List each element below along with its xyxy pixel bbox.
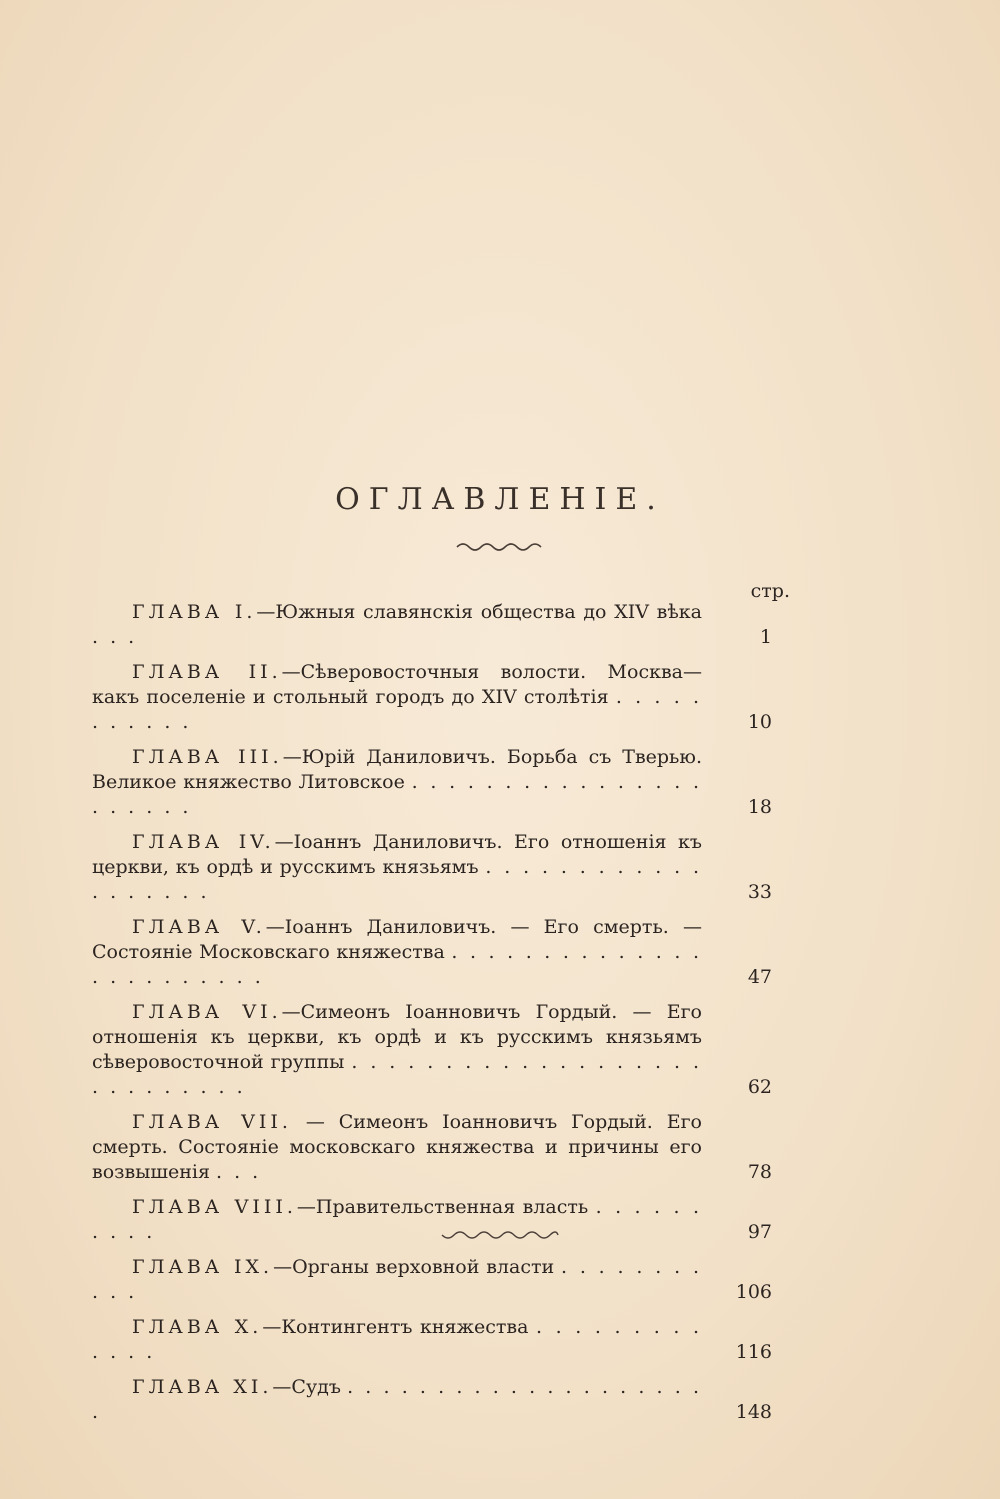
chapter-label: ГЛАВА V. [132,916,266,938]
leader-dots: . . . . . . . . . . . . . . . . . . . . . [92,1376,702,1423]
toc-entry-1 [92,600,772,650]
chapter-label: ГЛАВА VI. [132,1001,282,1023]
toc-entry-10 [92,1315,772,1365]
chapter-title: —Симеонъ Іоанновичъ Гордый. — Его отношенія къ церкви, къ ордѣ и къ русскимъ князьямъ сѣверовосточной группы [92,1001,702,1073]
page-number: 116 [735,1341,772,1363]
bottom-ornament [0,1226,1000,1245]
page-number: 47 [747,966,772,988]
chapter-label: ГЛАВА III. [132,746,283,768]
leader-dots: . . . . . . . . . . . . . . . . . . . . . . . . [92,941,702,988]
chapter-label: ГЛАВА I. [132,601,257,623]
chapter-label: ГЛАВА X. [132,1316,263,1338]
chapter-title: —Юрій Даниловичъ. Борьба съ Тверью. Великое княжество Литовское [92,746,702,793]
page-number: 18 [747,796,772,818]
page-number: 148 [735,1401,772,1423]
toc-entry-9 [92,1255,772,1305]
chapter-label: ГЛАВА VII. [132,1111,292,1133]
chapter-label: ГЛАВА XI. [132,1376,273,1398]
page-number: 78 [747,1161,772,1183]
leader-dots: . . . . . . . . . . . . . . . . . . . . . . . . . . . . [92,1051,703,1098]
toc-entry-3 [92,745,772,820]
page-number: 33 [747,881,772,903]
chapter-label: ГЛАВА IX. [132,1256,274,1278]
leader-dots: . . . . . . . . . . . . . . . . . . . . . . [92,771,702,818]
page-column-header: стр. [750,580,790,602]
toc-entry-5 [92,915,772,990]
table-of-contents [92,600,772,1435]
leader-dots: . . . [216,1161,262,1183]
page-number: 1 [759,626,772,648]
chapter-label: ГЛАВА IV. [132,831,275,853]
page-title: ОГЛАВЛЕНІЕ. [335,482,665,517]
page-number: 97 [747,1221,772,1243]
toc-entry-4 [92,830,772,905]
toc-entry-11 [92,1375,772,1425]
leader-dots: . . . . . . . . . . . [92,686,703,733]
toc-entry-2 [92,660,772,735]
leader-dots: . . . . . . . . . . . . . [92,1316,702,1363]
chapter-label: ГЛАВА II. [132,661,282,683]
page-number: 10 [747,711,772,733]
chapter-title: —Судъ [272,1376,341,1398]
page-number: 62 [747,1076,772,1098]
toc-entry-6 [92,1000,772,1100]
chapter-label: ГЛАВА VIII. [132,1196,297,1218]
leader-dots: . . . . . . . . . . . . . . . . . . . [92,856,702,903]
page-number: 106 [735,1281,772,1303]
top-ornament [0,536,1000,555]
chapter-title: —Органы верховной власти [273,1256,555,1278]
chapter-title: —Іоаннъ Даниловичъ. Его отношенія къ церкви, къ ордѣ и русскимъ князьямъ [92,831,703,878]
leader-dots: . . . . . . . . . . . [92,1256,702,1303]
chapter-title: —Правительственная власть [296,1196,589,1218]
toc-entry-7 [92,1110,772,1185]
chapter-title: —Іоаннъ Даниловичъ. — Его смерть. — Состояніе Московскаго княжества [92,916,703,963]
leader-dots: . . . [92,626,138,648]
chapter-title: —Южныя славянскія общества до XIV вѣка [256,601,702,623]
leader-dots: . . . . . . . . . . [92,1196,702,1243]
chapter-title: — Симеонъ Іоанновичъ Гордый. Его смерть. Состояніе московскаго княжества и причины его возвышенія [92,1111,702,1183]
chapter-title: —Контингентъ княжества [262,1316,529,1338]
chapter-title: —Сѣверовосточныя волости. Москва—какъ поселеніе и стольный городъ до XIV столѣтія [92,661,702,708]
